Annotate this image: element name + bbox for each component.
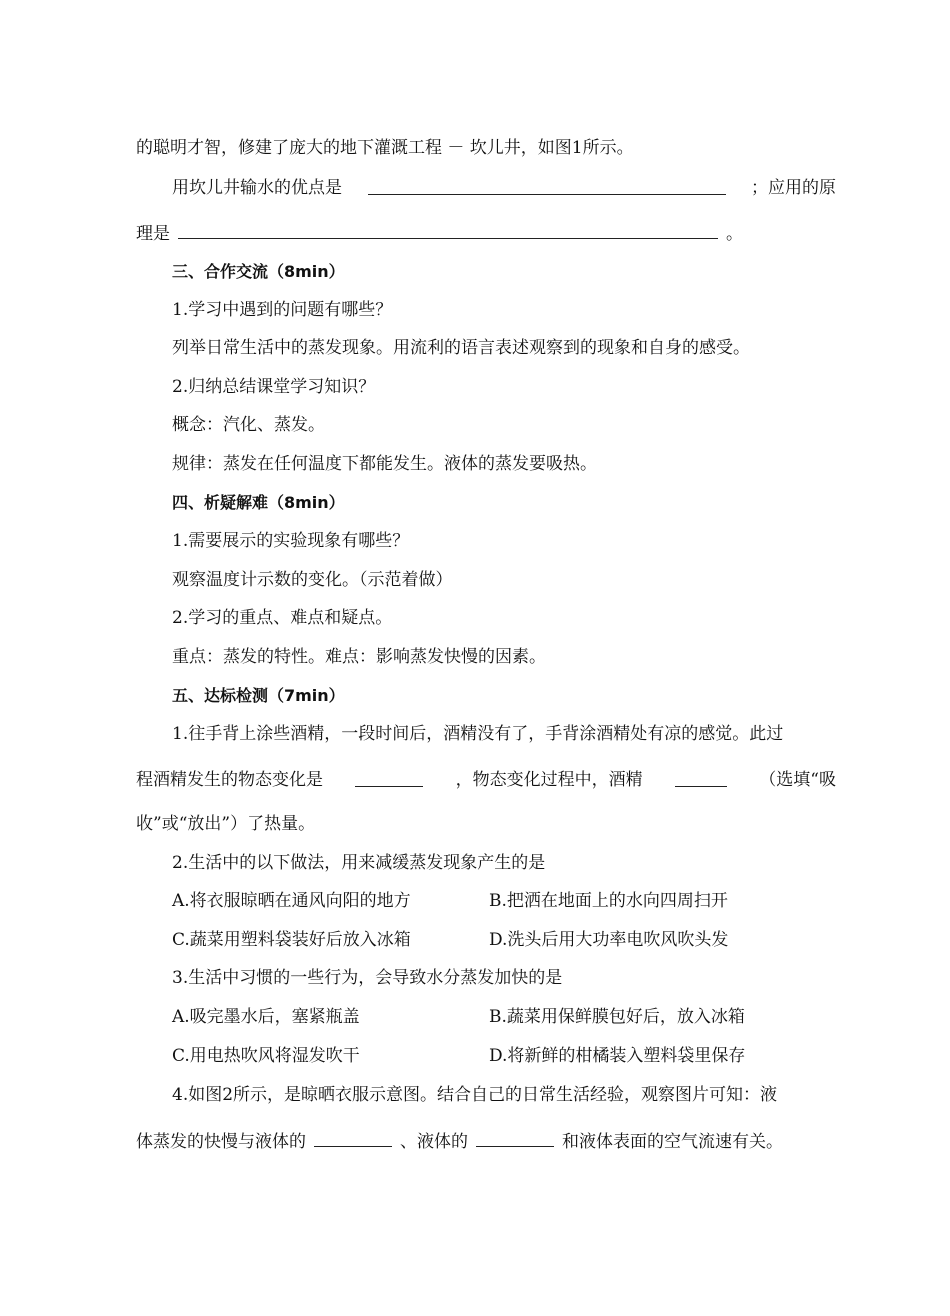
section-heading: 三、合作交流（8min） <box>172 262 345 281</box>
question-blanks-line <box>136 1128 836 1154</box>
answer-text: 概念：汽化、蒸发。 <box>172 415 325 435</box>
question-text: 体蒸发的快慢与液体的 <box>136 1132 306 1152</box>
answer-text: 观察温度计示数的变化。（示范着做） <box>172 570 453 590</box>
question-text: 、液体的 <box>400 1132 468 1152</box>
question-text: 用坎儿井输水的优点是 <box>172 178 342 198</box>
question-text: 。 <box>726 224 743 244</box>
question: 3.生活中习惯的一些行为，会导致水分蒸发加快的是 <box>172 968 563 988</box>
question: 1.往手背上涂些酒精，一段时间后，酒精没有了，手背涂酒精处有凉的感觉。此过 <box>172 724 784 744</box>
question-text: ；应用的原 <box>751 178 836 198</box>
question: 2.归纳总结课堂学习知识？ <box>172 377 376 397</box>
option-c: C.用电热吹风将湿发吹干 <box>172 1046 360 1066</box>
section-heading: 五、达标检测（7min） <box>172 686 345 705</box>
question: 收”或“放出”）了热量。 <box>136 814 316 834</box>
karez-question-line2 <box>136 220 836 246</box>
section-heading: 四、析疑解难（8min） <box>172 493 345 512</box>
answer-blank[interactable] <box>355 768 423 787</box>
answer-blank[interactable] <box>314 1128 392 1147</box>
karez-question-line1 <box>172 176 836 200</box>
answer-text: 重点：蒸发的特性。难点：影响蒸发快慢的因素。 <box>172 647 546 667</box>
option-a: A.将衣服晾晒在通风向阳的地方 <box>172 891 411 911</box>
question-text: （选填“吸 <box>759 770 836 790</box>
question: 2.学习的重点、难点和疑点。 <box>172 608 393 628</box>
question-blanks-line <box>136 768 836 792</box>
answer-text: 规律：蒸发在任何温度下都能发生。液体的蒸发要吸热。 <box>172 454 597 474</box>
question: 2.生活中的以下做法，用来减缓蒸发现象产生的是 <box>172 853 546 873</box>
question-text: 理是 <box>136 224 170 244</box>
option-b: B.蔬菜用保鲜膜包好后，放入冰箱 <box>489 1007 745 1027</box>
answer-blank[interactable] <box>476 1128 554 1147</box>
question: 1.需要展示的实验现象有哪些？ <box>172 531 410 551</box>
option-d: D.将新鲜的柑橘装入塑料袋里保存 <box>489 1046 746 1066</box>
answer-text: 列举日常生活中的蒸发现象。用流利的语言表述观察到的现象和自身的感受。 <box>172 338 750 358</box>
option-a: A.吸完墨水后，塞紧瓶盖 <box>172 1007 360 1027</box>
option-b: B.把洒在地面上的水向四周扫开 <box>489 891 728 911</box>
intro-paragraph-end: 的聪明才智，修建了庞大的地下灌溉工程 － 坎儿井，如图1所示。 <box>136 138 634 158</box>
question-text: ，物态变化过程中，酒精 <box>455 770 643 790</box>
option-d: D.洗头后用大功率电吹风吹头发 <box>489 930 729 950</box>
answer-blank[interactable] <box>675 768 727 787</box>
answer-blank[interactable] <box>368 176 726 195</box>
question-text: 程酒精发生的物态变化是 <box>136 770 323 790</box>
answer-blank[interactable] <box>178 220 718 239</box>
option-c: C.蔬菜用塑料袋装好后放入冰箱 <box>172 930 411 950</box>
question: 1.学习中遇到的问题有哪些？ <box>172 300 393 320</box>
question: 4.如图2所示，是晾晒衣服示意图。结合自己的日常生活经验，观察图片可知：液 <box>172 1085 778 1105</box>
question-text: 和液体表面的空气流速有关。 <box>562 1132 783 1152</box>
